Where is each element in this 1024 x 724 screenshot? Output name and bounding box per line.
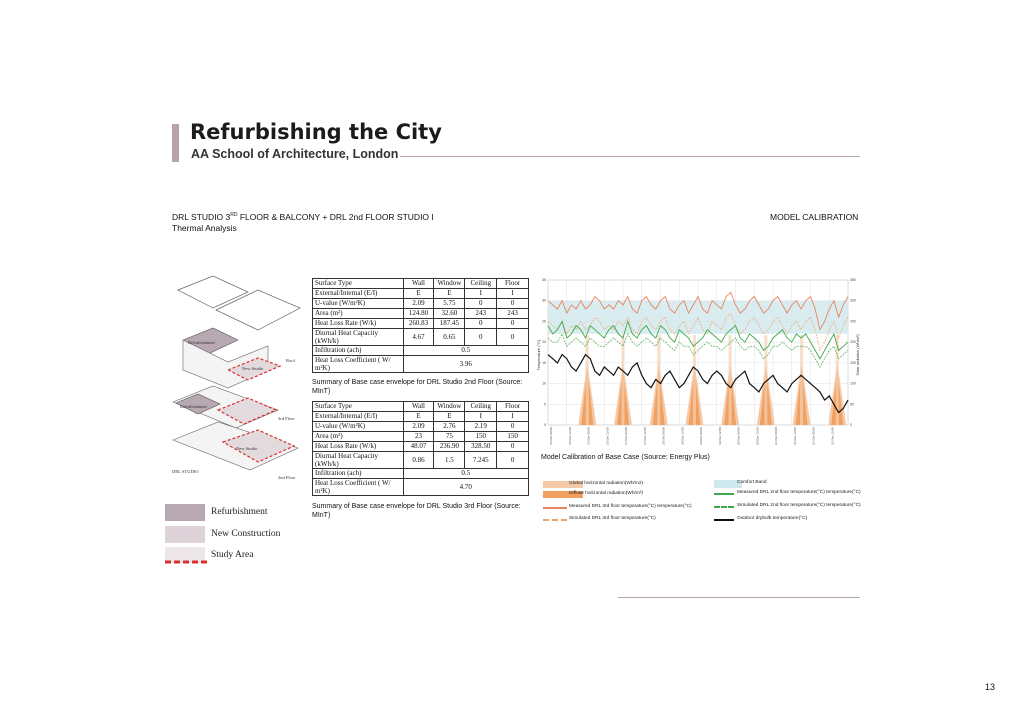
- x-tick-label: 19 Dec 00:00: [699, 427, 703, 445]
- row-label: Heat Loss Rate (W/k): [313, 319, 404, 329]
- table-cell: Floor: [497, 402, 529, 412]
- y-tick-label: 25: [542, 319, 546, 324]
- row-label: Surface Type: [313, 279, 404, 289]
- y-tick-label: 30: [542, 298, 546, 303]
- row-label: Diurnal Heat Capacity (kWh/k): [313, 452, 404, 469]
- legend-global-label: Global horizontal radiation(Wh/m2): [569, 481, 644, 486]
- legend-measured-3rd-line: [543, 507, 567, 509]
- left-title-sup: RD: [230, 212, 238, 219]
- x-tick-label: 22 Dec 00:00: [811, 427, 816, 445]
- row-label: Surface Type: [313, 402, 404, 412]
- legend-comfort-label: Comfort Band: [737, 480, 767, 485]
- table-cell: 0: [497, 319, 529, 329]
- table-caption-3rd-floor: Summary of Base case envelope for DRL Studio 3rd Floor (Source: MInT): [312, 503, 521, 519]
- table-cell: 243: [497, 309, 529, 319]
- legend-outdoor-line: [714, 519, 734, 521]
- table-cell: 2.76: [434, 422, 465, 432]
- y-tick-label: 15: [542, 360, 546, 365]
- table-cell: 2.09: [403, 299, 434, 309]
- row-label: External/Internal (E/I): [313, 412, 404, 422]
- row-label: U-value (W/m²K): [313, 299, 404, 309]
- x-tick-label: 16 Dec 12:00: [605, 427, 610, 445]
- table-cell: I: [497, 289, 529, 299]
- page-number: 13: [985, 682, 996, 692]
- table-cell: 0: [497, 452, 529, 469]
- row-label: Infiltration (ach): [313, 469, 404, 479]
- y2-tick-label: 250: [850, 319, 856, 324]
- row-label: Area (m²): [313, 309, 404, 319]
- table-row: [313, 412, 529, 422]
- axo-label: Refurbishment: [180, 404, 207, 409]
- table-cell: 0: [497, 442, 529, 452]
- table-cell: Floor: [497, 279, 529, 289]
- x-tick-label: 19 Dec 12:00: [717, 427, 722, 445]
- left-title-part-a: DRL STUDIO 3: [172, 212, 231, 222]
- x-tick-label: 21 Dec 12:00: [792, 427, 797, 445]
- row-label: Heat Loss Coefficient ( W/ m²K): [313, 479, 404, 496]
- y-tick-label: 0: [544, 423, 546, 427]
- row-label: U-value (W/m²K): [313, 422, 404, 432]
- table-cell: 328.50: [465, 442, 497, 452]
- y2-tick-label: 100: [850, 381, 856, 386]
- axo-label: DRL STUDIO: [172, 469, 199, 474]
- y2-tick-label: 50: [850, 402, 854, 407]
- table-cell: 260.83: [403, 319, 434, 329]
- row-label: Infiltration (ach): [313, 346, 404, 356]
- legend-diffuse-label: Diffuse horizontal radiation(Wh/m²): [569, 491, 644, 496]
- envelope-table-2nd-floor: [312, 278, 529, 373]
- axo-label: Roof: [286, 358, 295, 363]
- table-cell: 243: [465, 309, 497, 319]
- table-cell: 2.09: [403, 422, 434, 432]
- legend-simulated-3rd-line: [543, 519, 567, 521]
- table-row: [313, 452, 529, 469]
- row-label: Diurnal Heat Capacity (kWh/k): [313, 329, 404, 346]
- y-tick-label: 20: [542, 340, 546, 345]
- table-row: [313, 329, 529, 346]
- table-cell: 0: [465, 329, 497, 346]
- left-section-title: [172, 212, 434, 222]
- table-cell: 2.19: [465, 422, 497, 432]
- table-cell: Ceiling: [465, 402, 497, 412]
- y-tick-label: 35: [542, 278, 546, 282]
- page-subtitle: AA School of Architecture, London: [191, 147, 399, 161]
- row-label: Area (m²): [313, 432, 404, 442]
- table-cell: 0.86: [403, 452, 434, 469]
- axonometric-drawing: [168, 270, 303, 485]
- right-section-title: MODEL CALIBRATION: [770, 212, 859, 222]
- table-row: [313, 442, 529, 452]
- table-cell: 150: [465, 432, 497, 442]
- table-row: [313, 402, 529, 412]
- legend-measured-3rd-label: Measured DRL 3rd floor temperature(°C) temperature(°C): [569, 504, 692, 509]
- table-row: [313, 299, 529, 309]
- title-rule: [400, 156, 860, 157]
- table-cell: 4.67: [403, 329, 434, 346]
- calibration-chart: [532, 275, 862, 450]
- chart-y2label: Solar radiation (Wh/m²): [855, 334, 860, 376]
- table-cell: 0: [497, 329, 529, 346]
- legend-study-label: Study Area: [211, 550, 254, 560]
- left-section-subtitle: Thermal Analysis: [172, 223, 237, 233]
- envelope-table-3rd-floor: [312, 401, 529, 496]
- x-tick-label: 17 Dec 00:00: [624, 427, 628, 445]
- table-cell: 48.07: [403, 442, 434, 452]
- chart-caption: Model Calibration of Base Case (Source: Energy Plus): [541, 454, 710, 461]
- legend-measured-2nd-label: Measured DRL 2nd floor temperature(°C) temperature(°C): [737, 490, 861, 495]
- legend-new-construction-swatch: [165, 526, 205, 543]
- x-tick-label: 20 Dec 12:00: [755, 427, 760, 445]
- table-row: [313, 309, 529, 319]
- title-accent-bar: [172, 124, 179, 162]
- axo-label: New Studio: [242, 366, 264, 371]
- row-label: Heat Loss Coefficient ( W/ m²K): [313, 356, 404, 373]
- table-cell: Window: [434, 402, 465, 412]
- table-cell: I: [465, 412, 497, 422]
- table-row: [313, 422, 529, 432]
- table-cell: Ceiling: [465, 279, 497, 289]
- y-tick-label: 5: [544, 402, 546, 407]
- axo-label: 3rd Floor: [278, 416, 295, 421]
- table-row: [313, 469, 529, 479]
- table-cell: I: [497, 412, 529, 422]
- page-title: Refurbishing the City: [190, 120, 442, 144]
- x-tick-label: 20 Dec 00:00: [736, 427, 741, 445]
- legend-new-construction-label: New Construction: [211, 529, 281, 539]
- x-tick-label: 22 Dec 12:00: [830, 427, 835, 445]
- table-cell: 0: [465, 299, 497, 309]
- row-label: Heat Loss Rate (W/k): [313, 442, 404, 452]
- table-cell: E: [434, 412, 465, 422]
- table-cell: 4.70: [403, 479, 528, 496]
- x-tick-label: 18 Dec 00:00: [661, 427, 666, 445]
- table-cell: E: [403, 412, 434, 422]
- legend-study-dash: [165, 560, 207, 564]
- bottom-rule: [618, 597, 860, 598]
- x-tick-label: 17 Dec 12:00: [642, 427, 647, 445]
- table-cell: 3.96: [403, 356, 528, 373]
- x-tick-label: 18 Dec 12:00: [680, 427, 685, 445]
- table-cell: 150: [497, 432, 529, 442]
- table-cell: 0.5: [403, 346, 528, 356]
- table-cell: 75: [434, 432, 465, 442]
- table-row: [313, 279, 529, 289]
- table-cell: 1.5: [434, 452, 465, 469]
- legend-simulated-3rd-label: Simulated DRL 3rd floor temperature(°C): [569, 516, 656, 521]
- table-cell: 0: [465, 319, 497, 329]
- table-row: [313, 289, 529, 299]
- table-cell: Window: [434, 279, 465, 289]
- axo-label: 2nd Floor: [278, 475, 296, 480]
- table-cell: 23: [403, 432, 434, 442]
- legend-simulated-2nd-label: Simulated DRL 2nd floor temperature(°C) temperature(°C): [737, 503, 861, 508]
- y2-tick-label: 150: [850, 360, 856, 365]
- x-tick-label: 15 Dec 00:00: [549, 427, 553, 445]
- table-cell: 5.75: [434, 299, 465, 309]
- table-cell: 187.45: [434, 319, 465, 329]
- table-cell: E: [403, 289, 434, 299]
- table-cell: 0: [497, 422, 529, 432]
- legend-measured-2nd-line: [714, 493, 734, 495]
- table-row: [313, 356, 529, 373]
- table-cell: I: [465, 289, 497, 299]
- table-cell: 0.65: [434, 329, 465, 346]
- y2-tick-label: 0: [850, 423, 852, 427]
- y2-tick-label: 350: [850, 278, 856, 282]
- axo-label: New Studio: [236, 446, 258, 451]
- legend-outdoor-label: Outdoor drybulb temperature(°C): [737, 516, 808, 521]
- table-cell: 32.60: [434, 309, 465, 319]
- table-cell: 7.245: [465, 452, 497, 469]
- table-cell: Wall: [403, 279, 434, 289]
- x-tick-label: 21 Dec 00:00: [774, 427, 778, 445]
- y-tick-label: 10: [542, 381, 546, 386]
- left-title-part-b: FLOOR & BALCONY + DRL 2nd FLOOR STUDIO I: [237, 212, 434, 222]
- table-cell: 236.90: [434, 442, 465, 452]
- table-row: [313, 319, 529, 329]
- legend-refurbishment-swatch: [165, 504, 205, 521]
- table-row: [313, 432, 529, 442]
- axo-label: Refurbishment: [188, 340, 215, 345]
- table-cell: 0.5: [403, 469, 528, 479]
- legend-refurbishment-label: Refurbishment: [211, 507, 268, 517]
- row-label: External/Internal (E/I): [313, 289, 404, 299]
- table-cell: 124.80: [403, 309, 434, 319]
- table-row: [313, 479, 529, 496]
- table-cell: Wall: [403, 402, 434, 412]
- x-tick-label: 16 Dec 00:00: [586, 427, 591, 445]
- x-tick-label: 15 Dec 12:00: [567, 427, 572, 445]
- table-cell: E: [434, 289, 465, 299]
- table-cell: 0: [497, 299, 529, 309]
- table-row: [313, 346, 529, 356]
- y2-tick-label: 300: [850, 298, 856, 303]
- table-caption-2nd-floor: Summary of Base case envelope for DRL Studio 2nd Floor (Source: MInT): [312, 379, 523, 395]
- legend-simulated-2nd-line: [714, 506, 734, 508]
- chart-ylabel: Temperature (°C): [536, 339, 541, 371]
- y2-tick-label: 200: [850, 340, 856, 345]
